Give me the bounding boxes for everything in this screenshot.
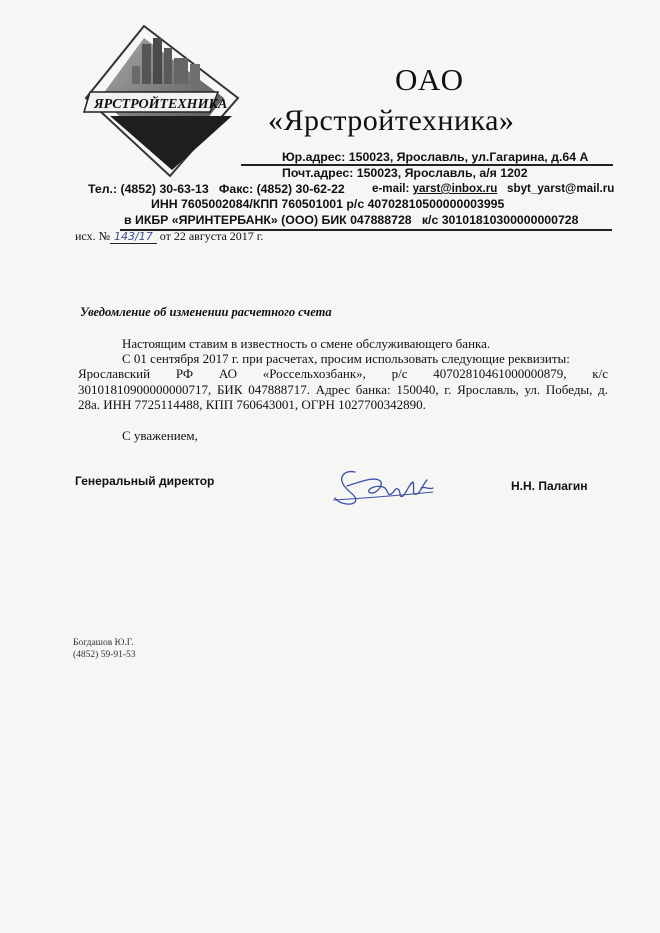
outgoing-number bbox=[75, 229, 263, 244]
email-label: e-mail: bbox=[372, 182, 410, 195]
signer-name: Н.Н. Палагин bbox=[511, 479, 588, 493]
postal-address: Почт.адрес: 150023, Ярославль, а/я 1202 bbox=[282, 166, 528, 180]
handwritten-signature bbox=[325, 462, 445, 510]
letter-subject: Уведомление об изменении расчетного счета bbox=[80, 305, 332, 319]
org-form: ОАО bbox=[395, 62, 466, 97]
phone-fax: Тел.: (4852) 30-63-13 Факс: (4852) 30-62-22 bbox=[88, 182, 345, 196]
legal-address: Юр.адрес: 150023, Ярославль, ул.Гагарина, д.64 А bbox=[282, 150, 589, 164]
email-link-1[interactable]: yarst@inbox.ru bbox=[412, 182, 498, 195]
paragraph-3-line-2: 30101810900000000717, БИК 047888717. Адрес банка: 150040, г. Ярославль, ул. Победы, д. bbox=[78, 382, 608, 397]
logo-text: ЯРСТРОЙТЕХНИКА bbox=[94, 97, 228, 112]
email-link-2[interactable]: sbyt_yarst@mail.ru bbox=[507, 182, 615, 195]
paragraph-3-line-3: 28а. ИНН 7725114488, КПП 760643001, ОГРН 1027700342890. bbox=[78, 397, 426, 412]
email-block bbox=[372, 182, 614, 195]
outgoing-number-value: 143/17 bbox=[110, 230, 157, 244]
signer-position: Генеральный директор bbox=[75, 474, 215, 488]
paragraph-2: С 01 сентября 2017 г. при расчетах, просим использовать следующие реквизиты: bbox=[122, 351, 570, 366]
bank-requisites: в ИКБР «ЯРИНТЕРБАНК» (ООО) БИК 047888728 к/с 30101810300000000728 bbox=[124, 213, 579, 227]
company-logo bbox=[82, 20, 242, 180]
company-requisites: ИНН 7605002084/КПП 760501001 р/с 40702810500000003995 bbox=[151, 197, 505, 211]
company-name: «Ярстройтехника» bbox=[268, 104, 515, 137]
closing-phrase: С уважением, bbox=[122, 428, 198, 443]
executor-name: Богдашов Ю.Г. bbox=[73, 638, 134, 648]
outgoing-date: от 22 августа 2017 г. bbox=[156, 229, 264, 243]
paragraph-3-line-1: Ярославский РФ АО «Россельхозбанк», р/с 40702810461000000879, к/с bbox=[78, 366, 608, 381]
outgoing-prefix: исх. № bbox=[75, 229, 111, 243]
executor-phone: (4852) 59-91-53 bbox=[73, 650, 136, 660]
paragraph-1: Настоящим ставим в известность о смене обслуживающего банка. bbox=[122, 336, 491, 351]
